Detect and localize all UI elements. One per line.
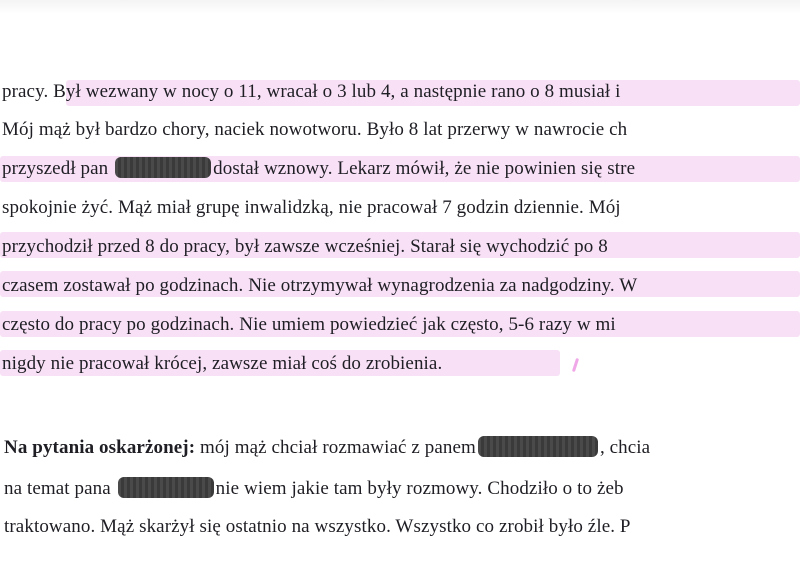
highlighter-stroke	[572, 358, 579, 372]
text-line: nigdy nie pracował krócej, zawsze miał coś do zrobienia.	[2, 353, 443, 374]
text-line: czasem zostawał po godzinach. Nie otrzymywał wynagrodzenia za nadgodziny. W	[2, 275, 638, 296]
text-line: spokojnie żyć. Mąż miał grupę inwalidzką, nie pracował 7 godzin dziennie. Mój	[2, 197, 621, 218]
redaction-block	[478, 436, 598, 457]
text-line	[2, 157, 635, 181]
text-segment: na temat pana	[4, 478, 116, 499]
text-line	[4, 436, 650, 460]
redaction-block	[118, 477, 214, 498]
text-line: często do pracy po godzinach. Nie umiem powiedzieć jak często, 5-6 razy w mi	[2, 314, 616, 335]
page-bottom-fade	[0, 555, 800, 584]
text-segment: , chcia	[599, 437, 651, 458]
text-line: Mój mąż był bardzo chory, naciek nowotworu. Było 8 lat przerwy w nawrocie ch	[2, 119, 628, 140]
text-line: traktowano. Mąż skarżył się ostatnio na wszystko. Wszystko co zrobił było źle. P	[4, 516, 631, 537]
page-edge-shadow	[0, 0, 800, 14]
text-line: pracy. Był wezwany w nocy o 11, wracał o 3 lub 4, a następnie rano o 8 musiał i	[2, 81, 621, 102]
paragraph-label: Na pytania oskarżonej:	[4, 437, 196, 458]
text-segment: dostał wznowy. Lekarz mówił, że nie powinien się stre	[213, 158, 636, 179]
text-line	[4, 477, 624, 501]
text-segment: przyszedł pan	[2, 158, 109, 179]
text-segment: nie wiem jakie tam były rozmowy. Chodziło o to żeb	[215, 478, 624, 499]
redaction-block	[115, 157, 211, 178]
text-line: przychodził przed 8 do pracy, był zawsze wcześniej. Starał się wychodzić po 8	[2, 236, 608, 257]
text-segment: mój mąż chciał rozmawiać z panem	[195, 437, 476, 458]
